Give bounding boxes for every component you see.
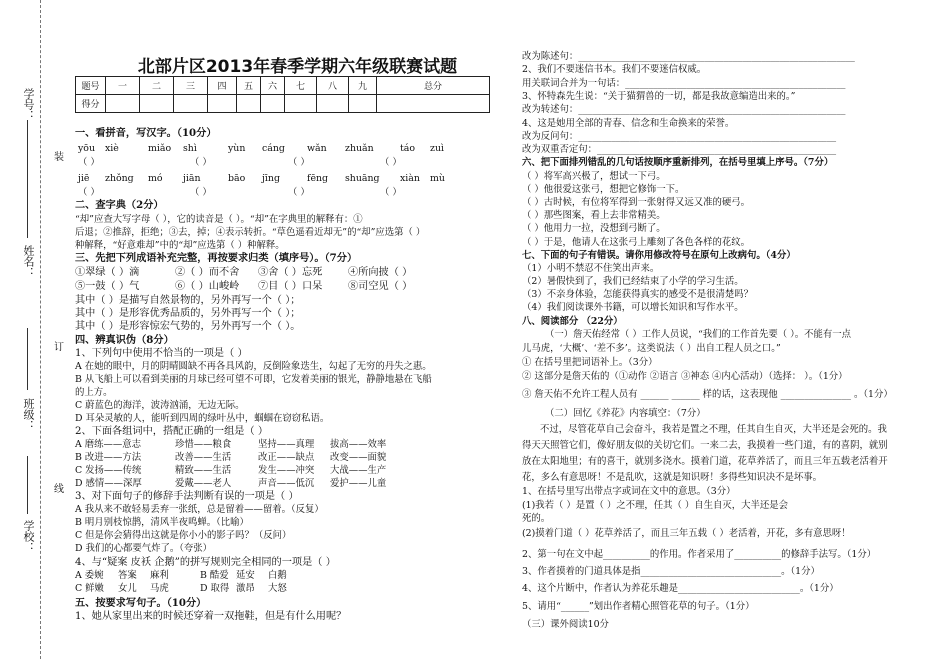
question-line: 改为双重否定句：___________________________________________________ (522, 144, 837, 155)
score-col: 一 (106, 77, 140, 95)
question-line: （ ）古时候，有位将军得到一张射得又远又准的硬弓。 (522, 197, 750, 208)
question-line: 3、作者摸着的门道具体是指______________________________。（1分） (522, 566, 820, 577)
pinyin[interactable]: zhǒng (105, 173, 134, 184)
pinyin[interactable]: mù (430, 173, 445, 184)
s3-q3: 其中（ ）是形容惊宏气势的，另外再写一个（ ）。 (75, 321, 301, 332)
question-line: 4、这是她用全部的青春、信念和生命换来的荣誉。 (522, 118, 735, 129)
question-line: （ ）于是，他请人在这张弓上雕刻了各色各样的花纹。 (522, 237, 750, 248)
word-pair: D 感情——深厚 (75, 478, 142, 489)
score-col: 六 (261, 77, 285, 95)
pinyin[interactable]: wǎn (307, 143, 327, 154)
question-line: 改为反问句：_______________________________________________________ (522, 131, 837, 142)
pinyin[interactable]: táo (400, 143, 416, 154)
answer-bracket[interactable]: （ ） (288, 157, 310, 168)
pinyin[interactable]: shì (183, 143, 197, 154)
answer-bracket[interactable]: （ ） (190, 187, 212, 198)
question-line: （3）不亲身体验，怎能获得真实的感受不是很清楚吗？ (522, 289, 753, 300)
idiom: ⑧司空见（ ） (348, 281, 413, 292)
score-cell[interactable] (237, 95, 261, 113)
section-1-heading: 一、看拼音，写汉字。（10分） (75, 127, 217, 139)
idiom: ②（ ）而不舍 (175, 267, 240, 278)
question-line: ③ 詹天佑不允许工程人员有 ______ ______ 样的话，这表现他 _______________ 。（1分） (522, 389, 893, 400)
word-pair: 大战——生产 (330, 465, 387, 476)
exam-title: 北部片区2013年春季学期六年级联赛试题 (137, 57, 458, 77)
pinyin[interactable]: shuāng (345, 173, 380, 184)
score-col-total: 总分 (377, 77, 490, 95)
s4-q1-b: B 从飞船上可以看到美丽的月球已经可望不可即，它发着美丽的银光，静静地悬在飞船 (75, 374, 432, 385)
question-line: 儿马虎，‘大概’、‘差不多’。这类说法（ ）出自工程人员之口。” (522, 343, 781, 354)
option-word: 大怒 (268, 583, 287, 594)
section-heading: 六、把下面排列错乱的几句话按顺序重新排列，在括号里填上序号。（7分） (522, 157, 834, 168)
question-line: 得天天照管它们，像好朋友似的关切它们。一来二去，我摸着一些门道，有的喜阴，就别 (522, 440, 888, 451)
s4-q1-c: C 蔚蓝色的海洋，波涛汹涌，无边无际。 (75, 400, 245, 411)
score-cell[interactable] (285, 95, 317, 113)
question-line: （ ）将军高兴极了，想试一下弓。 (522, 171, 666, 182)
pinyin[interactable]: jīng (262, 173, 280, 184)
question-line: (2)摸着门道（ ）花草养活了，而且三年五载（ ）老活着，开花，多有意思呀！ (522, 528, 851, 539)
word-pair: B 改进——方法 (75, 452, 142, 463)
s4-q4: 4、与“疑案 皮袄 企鹅”的拼写规则完全相同的一项是（ ） (75, 557, 336, 568)
word-pair: 珍惜——粮食 (175, 439, 232, 450)
answer-bracket[interactable]: （ ） (190, 157, 212, 168)
question-line: 放在太阳地里；有的喜干，就别多浇水。摸着门道，花草养活了，而且三年五载老活着开 (522, 456, 888, 467)
score-col: 七 (285, 77, 317, 95)
s4-q3-a: A 我从来不敢轻易丢弃一张纸，总是留着——留着。（反复） (75, 504, 324, 515)
word-pair: C 发扬——传统 (75, 465, 142, 476)
binding-dashed-line (40, 0, 41, 659)
score-cell[interactable] (174, 95, 208, 113)
word-pair: 发生——冲突 (258, 465, 315, 476)
question-line: 2、第一句在文中起__________的作用。作者采用了__________的修辞手法写。（1分） (522, 549, 877, 560)
word-pair: 改变——面貌 (330, 452, 387, 463)
section-4-heading: 四、辨真识伪（8分） (75, 334, 174, 346)
section-heading: 八、阅读部分 （22分） (522, 316, 623, 327)
class-label: 班级： (22, 398, 35, 431)
word-pair: 爱戴——老人 (175, 478, 232, 489)
option-word: A 委婉 (75, 570, 104, 581)
s3-q2: 其中（ ）是形容优秀品质的，另外再写一个（ ）； (75, 308, 301, 319)
option-word: D 取得 (200, 583, 230, 594)
answer-bracket[interactable]: （ ） (380, 157, 402, 168)
word-pair: A 磨练——意志 (75, 439, 142, 450)
word-pair: 改正——缺点 (258, 452, 315, 463)
pinyin[interactable]: jiān (183, 173, 201, 184)
question-line: （4）我们阅读课外书籍，可以增长知识和写作水平。 (522, 302, 744, 313)
score-row-label: 题号 (76, 77, 106, 95)
pinyin[interactable]: miǎo (148, 143, 172, 154)
word-pair: 拔高——效率 (330, 439, 387, 450)
question-line: 用关联词合并为一句话：_______________________________________________ (522, 78, 846, 89)
option-word: 女儿 (118, 583, 137, 594)
idiom: ④所向披（ ） (348, 267, 413, 278)
score-col: 二 (140, 77, 174, 95)
question-line: (1)我若（ ）是置（ ）之不理，任其（ ）自生自灭，大半还是会 (522, 500, 788, 511)
question-line: （三）课外阅读10分 (522, 619, 609, 630)
question-line: ① 在括号里把词语补上。（3分） (522, 357, 658, 368)
score-col: 八 (317, 77, 349, 95)
option-word: C 鲜嫩 (75, 583, 104, 594)
score-cell[interactable] (349, 95, 377, 113)
s4-q3: 3、对下面句子的修辞手法判断有误的一项是（ ） (75, 491, 299, 502)
question-line: （1）小明不禁忍不住笑出声来。 (522, 263, 660, 274)
question-line: （ ）那些图案，看上去非常精美。 (522, 210, 666, 221)
answer-bracket[interactable]: （ ） (380, 187, 402, 198)
question-line: 花，多么有意思呀！不是乱吹，这就是知识呀！多得些知识决不是坏事。 (522, 472, 823, 483)
class-line (27, 328, 28, 390)
pinyin[interactable]: yùn (228, 143, 246, 154)
s3-q1: 其中（ ）是描写自然景物的，另外再写一个（ ）； (75, 295, 301, 306)
idiom: ①翠绿（ ）滴 (75, 267, 140, 278)
question-line: 2、我们不要迷信书本。我们不要迷信权威。 (522, 64, 707, 75)
score-col: 四 (208, 77, 237, 95)
question-line: 死的。 (522, 513, 551, 524)
pinyin[interactable]: zuì (430, 143, 444, 154)
score-table (75, 76, 490, 113)
s4-q1-b-cont: 的上方。 (75, 387, 113, 398)
student-no-label: 学号： (22, 88, 35, 121)
score-cell[interactable] (317, 95, 349, 113)
section-3-heading: 三、先把下列成语补充完整，再按要求归类（填序号）。（7分） (75, 252, 358, 264)
idiom: ③舍（ ）忘死 (258, 267, 323, 278)
option-word: 麻利 (150, 570, 169, 581)
idiom: ⑦目（ ）口呆 (258, 281, 323, 292)
pinyin[interactable]: jiē (78, 173, 90, 184)
score-cell[interactable] (208, 95, 237, 113)
question-line: （ ）他很爱这张弓，想把它修饰一下。 (522, 184, 685, 195)
idiom: ⑤一鼓（ ）气 (75, 281, 140, 292)
section-5-heading: 五、按要求写句子。（10分） (75, 597, 207, 609)
s2-line-3: 种解释，“好意难却”中的“却”应选第（ ）种解释。 (75, 240, 285, 251)
word-pair: 精致——生活 (175, 465, 232, 476)
school-line (27, 456, 28, 514)
score-cell[interactable] (261, 95, 285, 113)
word-pair: 爱护——儿童 (330, 478, 387, 489)
s4-q1: 1、下列句中使用不恰当的一项是（ ） (75, 348, 248, 359)
score-cell[interactable] (140, 95, 174, 113)
score-cell[interactable] (106, 95, 140, 113)
question-line: 改为转述句：_________________________________________________________ (522, 104, 846, 115)
pinyin[interactable]: zhuǎn (345, 143, 374, 154)
question-line: （一）詹天佑经常（ ）工作人员说，“我们的工作首先要（ ）。不能有一点 (545, 329, 852, 340)
section-2-heading: 二、查字典（2分） (75, 199, 164, 211)
school-label: 学校： (22, 520, 35, 553)
question-line: （二）回忆《养花》内容填空：（7分） (545, 408, 706, 419)
s5-q1: 1、她从家里出来的时候还穿着一双拖鞋，但是有什么用呢？ (75, 611, 347, 622)
option-word: 答案 (118, 570, 137, 581)
question-line: 不过，尽管花草自己会奋斗，我若是置之不理，任其自生自灭，大半还是会死的。我 (540, 424, 887, 435)
question-line: 5、请用“______”划出作者精心照管花草的句子。（1分） (522, 601, 755, 612)
name-line (27, 178, 28, 238)
pinyin[interactable]: bāo (228, 173, 246, 184)
s4-q3-d: D 我们的心都要气炸了。（夸张） (75, 543, 213, 554)
option-word: B 酷爱 (200, 570, 229, 581)
question-line: 改为陈述句：___________________________________________________________ (522, 51, 855, 62)
pinyin[interactable]: fēng (307, 173, 329, 184)
fold-mark-ding: 订 (54, 338, 64, 353)
question-line: 3、怀特森先生说：“关于猫猬兽的一切，都是我故意编造出来的。” (522, 91, 796, 102)
answer-bracket[interactable]: （ ） (78, 157, 100, 168)
fold-mark-xian: 线 (54, 480, 64, 495)
binding-margin (0, 0, 70, 659)
option-word: 激昂 (236, 583, 255, 594)
pinyin[interactable]: mó (148, 173, 163, 184)
question-line: （2）暑假快到了，我们已经结束了小学的学习生活。 (522, 276, 744, 287)
s4-q3-b: B 明月别枝惊鹊，清风半夜鸣蝉。（比喻） (75, 517, 249, 528)
s4-q3-c: C 但是你会猜得出这就是你小小的影子吗？（反问） (75, 530, 292, 541)
pinyin[interactable]: xiè (105, 143, 119, 154)
score-cell[interactable] (377, 95, 490, 113)
option-word: 白鹅 (268, 570, 287, 581)
s4-q2: 2、下面各组词中，搭配正确的一组是（ ） (75, 426, 269, 437)
idiom: ⑥（ ）山峻岭 (175, 281, 240, 292)
pinyin[interactable]: cáng (262, 143, 285, 154)
question-line: 4、这个片断中，作者认为养花乐趣是__________________________。（1分） (522, 583, 839, 594)
answer-bracket[interactable]: （ ） (78, 187, 100, 198)
name-label: 姓名： (22, 245, 35, 278)
pinyin[interactable]: xiàn (400, 173, 420, 184)
question-line: ② 这部分是詹天佑的（①动作 ②语言 ③神态 ④内心活动）（选择： ）。（1分） (522, 371, 848, 382)
score-col: 九 (349, 77, 377, 95)
question-line: （ ）他用力一拉，没想到弓断了。 (522, 223, 666, 234)
option-word: 延安 (236, 570, 255, 581)
word-pair: 坚持——真理 (258, 439, 315, 450)
word-pair: 改善——生活 (175, 452, 232, 463)
pinyin[interactable]: yōu (78, 143, 95, 154)
fold-mark-zhuang: 装 (54, 148, 64, 163)
s2-line-1: “却”应查大写字母（ ），它的读音是（ ）。“却”在字典里的解释有：① (75, 214, 363, 225)
answer-bracket[interactable]: （ ） (288, 187, 310, 198)
score-col: 三 (174, 77, 208, 95)
s2-line-2: 后退；②推辞，拒绝；③去，掉；④表示转折。“草色遥看近却无”的“却”应选第（ ） (75, 227, 426, 238)
section-heading: 七、下面的句子有错误。请你用修改符号在原句上改病句。（4分） (522, 250, 796, 261)
word-pair: 声音——低沉 (258, 478, 315, 489)
option-word: 马虎 (150, 583, 169, 594)
s4-q1-d: D 耳朵灵敏的人，能听到四周的绿叶丛中，蝈蝈在窃窃私语。 (75, 413, 330, 424)
score-row-label: 得分 (76, 95, 106, 113)
score-col: 五 (237, 77, 261, 95)
s4-q1-a: A 在她的眼中，月的阴晴圆缺不再各具风韵，反倒险象迭生，勾起了无穷的丹失之惠。 (75, 361, 432, 372)
question-line: 1、在括号里写出带点字或词在文中的意思。（3分） (522, 486, 736, 497)
